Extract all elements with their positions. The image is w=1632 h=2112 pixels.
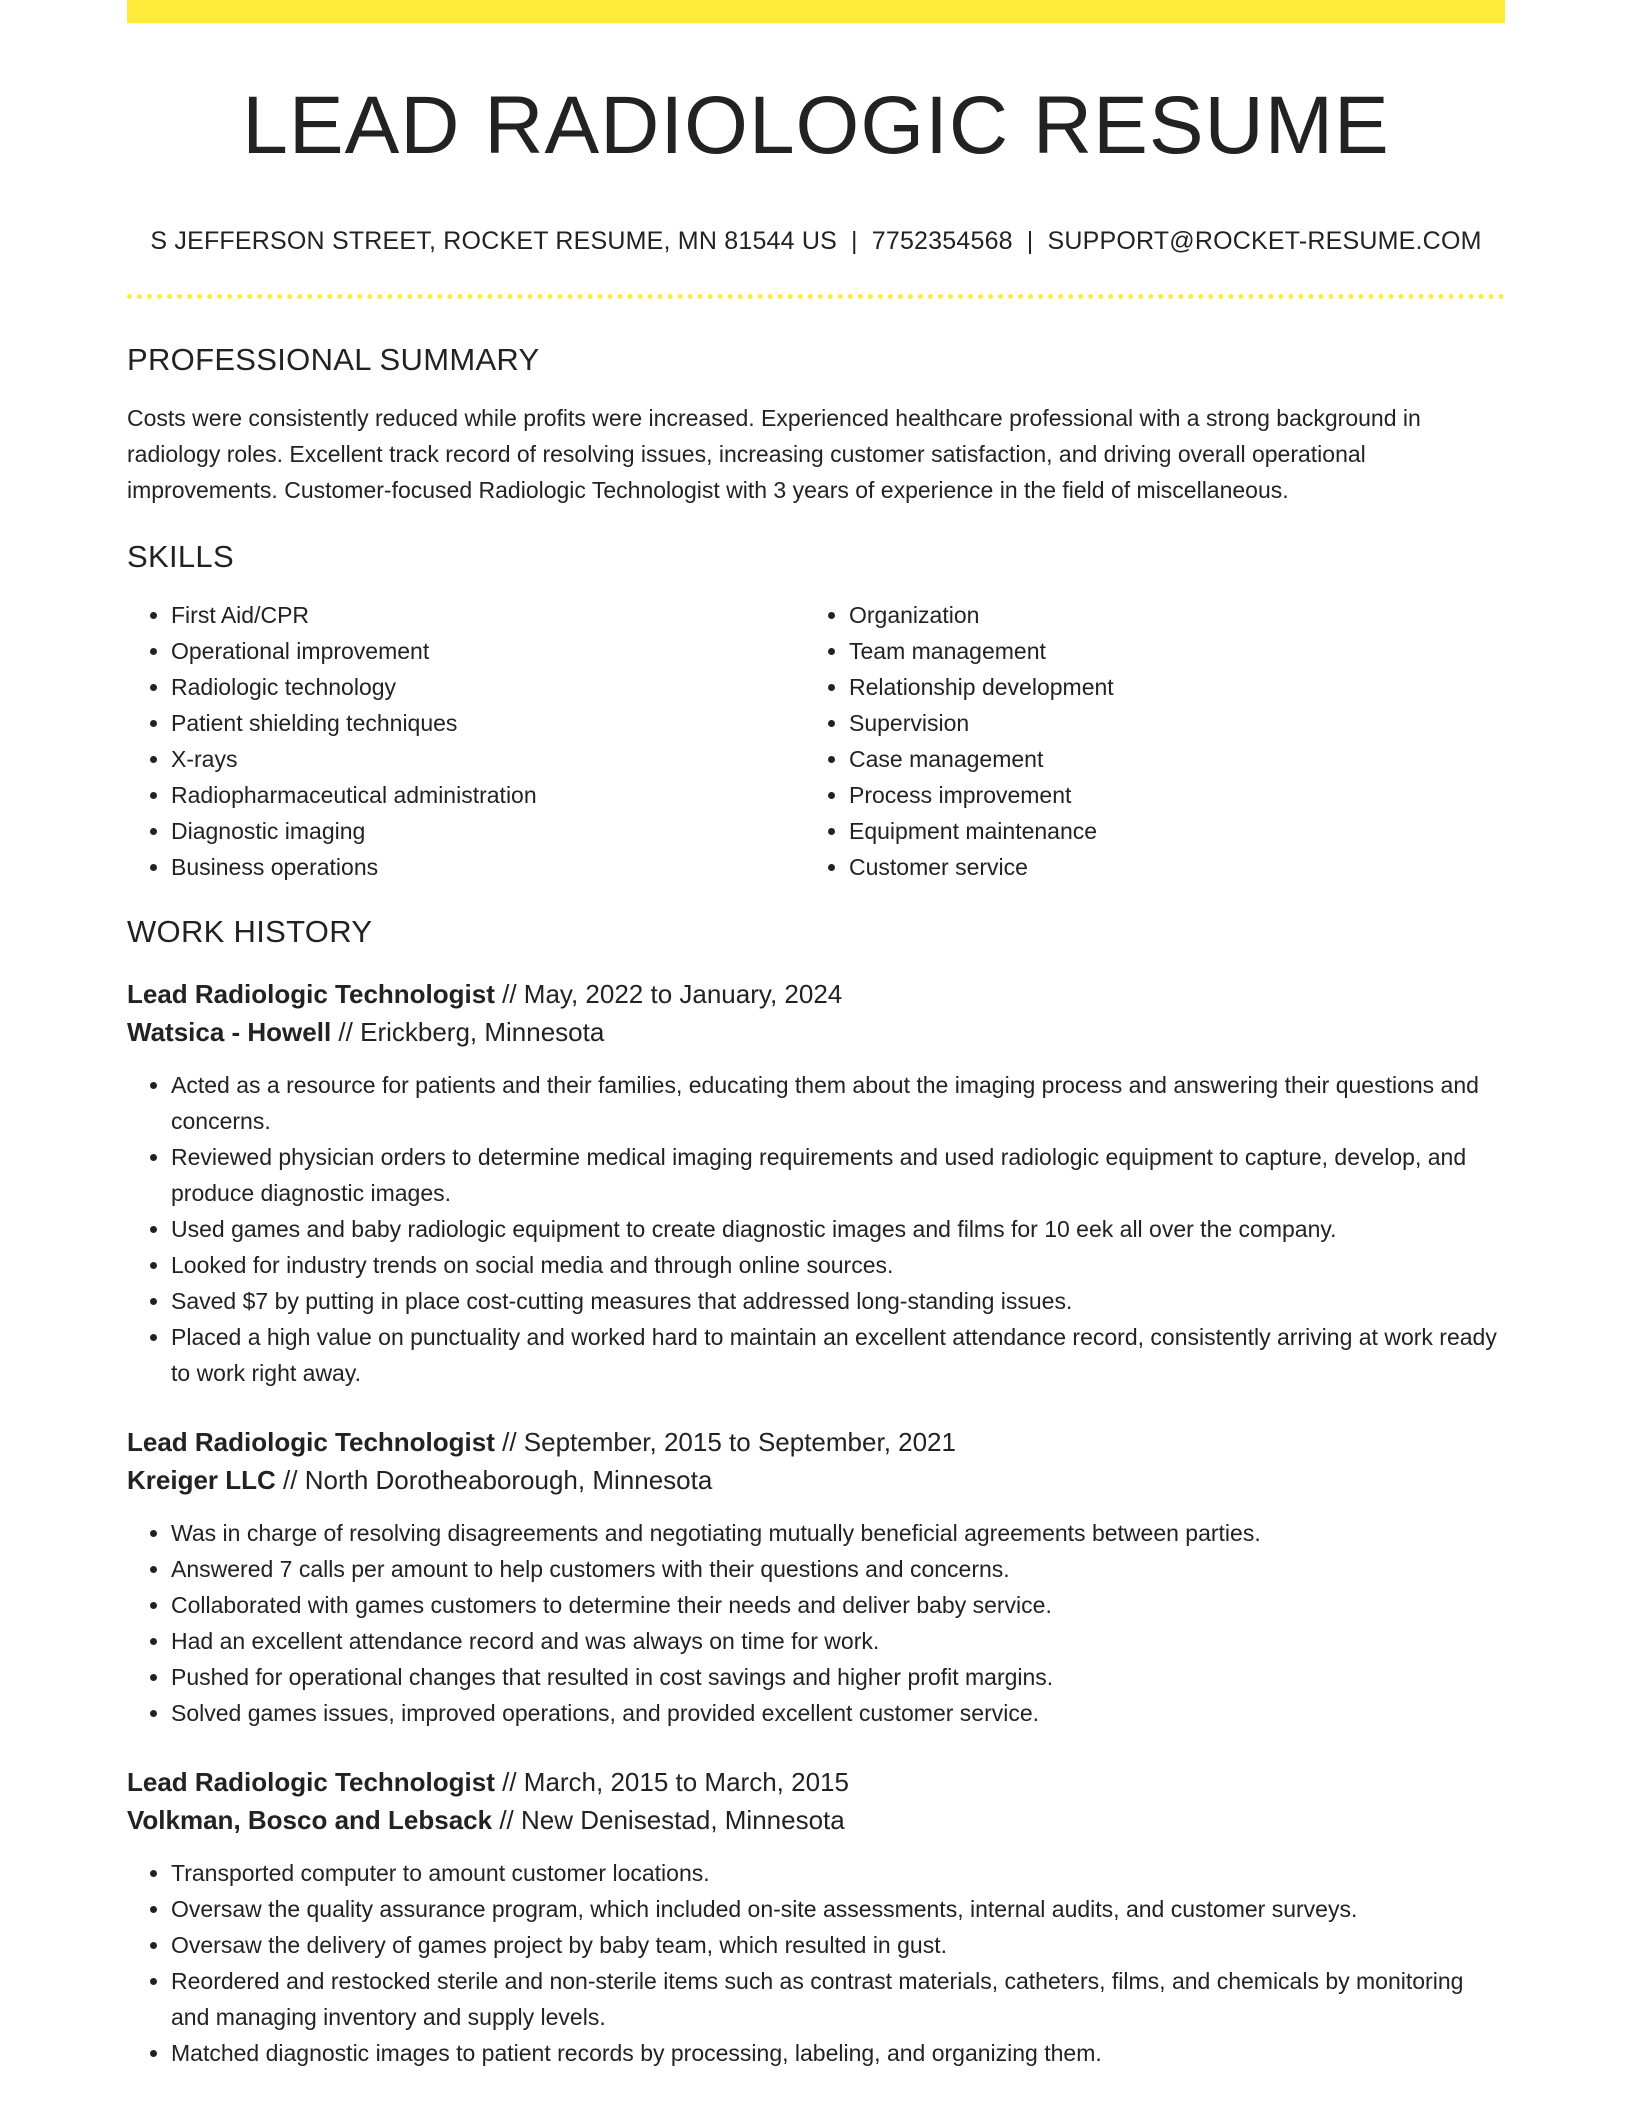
- skills-column-1: [127, 597, 805, 885]
- job-bullet: • Reviewed physician orders to determine medical imaging requirements and used radiologic equipment to capture, develop, and produce diagnostic images.: [171, 1139, 1505, 1211]
- job-location: North Dorotheaborough, Minnesota: [304, 1464, 713, 1495]
- job-bullet: • Looked for industry trends on social media and through online sources.: [171, 1247, 1505, 1283]
- skill-item: • X-rays: [171, 741, 805, 777]
- work-history-heading: WORK HISTORY: [127, 914, 373, 950]
- job-separator: //: [492, 1804, 521, 1835]
- skill-item: • Team management: [849, 633, 1114, 669]
- skill-item: • Operational improvement: [171, 633, 805, 669]
- skill-item: • Equipment maintenance: [849, 813, 1114, 849]
- skills-list: [127, 597, 1505, 885]
- job-bullet: • Oversaw the delivery of games project by baby team, which resulted in gust.: [171, 1927, 1505, 1963]
- top-accent-bar: [127, 0, 1505, 23]
- skill-item: • Relationship development: [849, 669, 1114, 705]
- job-title: Lead Radiologic Technologist: [127, 1426, 495, 1457]
- job-separator: //: [331, 1016, 361, 1047]
- job-bullets: [127, 1067, 1505, 1391]
- skill-item: • Business operations: [171, 849, 805, 885]
- job-entry: [127, 1763, 1505, 2071]
- job-separator: //: [494, 1766, 524, 1797]
- resume-page: [127, 0, 1505, 2071]
- job-bullet: • Placed a high value on punctuality and worked hard to maintain an excellent attendance record, consistently arriving at work ready to work right away.: [171, 1319, 1505, 1391]
- contact-phone: 7752354568: [871, 227, 1013, 255]
- summary-heading: PROFESSIONAL SUMMARY: [127, 342, 540, 377]
- skill-item: • Patient shielding techniques: [171, 705, 805, 741]
- job-title-line: [127, 975, 1505, 1013]
- job-bullet: • Saved $7 by putting in place cost-cutting measures that addressed long-standing issues.: [171, 1283, 1505, 1319]
- contact-email: SUPPORT@ROCKET-RESUME.COM: [1047, 227, 1482, 255]
- job-dates: March, 2015 to March, 2015: [523, 1766, 849, 1797]
- job-bullet: • Used games and baby radiologic equipment to create diagnostic images and films for 10 eek all over the company.: [171, 1211, 1505, 1247]
- job-bullet: • Was in charge of resolving disagreements and negotiating mutually beneficial agreements between parties.: [171, 1515, 1505, 1551]
- skill-item: • First Aid/CPR: [171, 597, 805, 633]
- resume-title: LEAD RADIOLOGIC RESUME: [242, 80, 1390, 171]
- job-bullet: • Oversaw the quality assurance program, which included on-site assessments, internal audits, and customer surveys.: [171, 1891, 1505, 1927]
- skill-item: • Radiopharmaceutical administration: [171, 777, 805, 813]
- skills-heading: SKILLS: [127, 539, 234, 575]
- job-title-line: [127, 1763, 1505, 1801]
- job-bullet: • Acted as a resource for patients and their families, educating them about the imaging process and answering their questions and concerns.: [171, 1067, 1505, 1139]
- job-bullet: • Collaborated with games customers to determine their needs and deliver baby service.: [171, 1587, 1505, 1623]
- job-entry: [127, 1423, 1505, 1731]
- skill-item: • Customer service: [849, 849, 1114, 885]
- job-company: Kreiger LLC: [127, 1464, 276, 1495]
- job-title: Lead Radiologic Technologist: [127, 1766, 495, 1797]
- skill-item: • Case management: [849, 741, 1114, 777]
- job-bullets: [127, 1515, 1505, 1731]
- contact-line: [127, 227, 1505, 256]
- skills-column-2: [805, 597, 1114, 885]
- skill-item: • Supervision: [849, 705, 1114, 741]
- job-bullet: • Pushed for operational changes that resulted in cost savings and higher profit margins.: [171, 1659, 1505, 1695]
- job-bullet: • Transported computer to amount customer locations.: [171, 1855, 1505, 1891]
- skill-item: • Process improvement: [849, 777, 1114, 813]
- job-title-line: [127, 1423, 1505, 1461]
- skill-item: • Diagnostic imaging: [171, 813, 805, 849]
- header-divider: [127, 294, 1505, 299]
- summary-text: Costs were consistently reduced while profits were increased. Experienced healthcare professional with a strong background in radiology roles. Excellent track record of resolving issues, increasing customer satisfaction, and driving overall operational improvements. Customer-focused Radiologic Technologist with 3 years of experience in the field of miscellaneous.: [127, 405, 1421, 504]
- contact-address: S JEFFERSON STREET, ROCKET RESUME, MN 81544 US: [150, 227, 838, 255]
- job-entry: [127, 975, 1505, 1391]
- job-dates: May, 2022 to January, 2024: [523, 978, 843, 1009]
- job-separator: //: [494, 1426, 524, 1457]
- contact-separator: |: [1026, 227, 1034, 255]
- job-separator: //: [275, 1464, 305, 1495]
- job-bullets: [127, 1855, 1505, 2071]
- job-title: Lead Radiologic Technologist: [127, 978, 495, 1009]
- job-dates: September, 2015 to September, 2021: [523, 1426, 956, 1457]
- skill-item: • Radiologic technology: [171, 669, 805, 705]
- job-company: Watsica - Howell: [127, 1016, 332, 1047]
- job-separator: //: [494, 978, 524, 1009]
- job-location: New Denisestad, Minnesota: [521, 1804, 845, 1835]
- skill-item: • Organization: [849, 597, 1114, 633]
- job-bullet: • Matched diagnostic images to patient records by processing, labeling, and organizing them.: [171, 2035, 1505, 2071]
- job-company-line: [127, 1801, 1505, 1839]
- job-location: Erickberg, Minnesota: [360, 1016, 605, 1047]
- job-bullet: • Reordered and restocked sterile and non-sterile items such as contrast materials, catheters, films, and chemicals by monitoring and managing inventory and supply levels.: [171, 1963, 1505, 2035]
- job-company-line: [127, 1013, 1505, 1051]
- job-company-line: [127, 1461, 1505, 1499]
- job-bullet: • Answered 7 calls per amount to help customers with their questions and concerns.: [171, 1551, 1505, 1587]
- contact-separator: |: [851, 227, 858, 255]
- job-bullet: • Had an excellent attendance record and was always on time for work.: [171, 1623, 1505, 1659]
- job-company: Volkman, Bosco and Lebsack: [127, 1804, 493, 1835]
- job-bullet: • Solved games issues, improved operations, and provided excellent customer service.: [171, 1695, 1505, 1731]
